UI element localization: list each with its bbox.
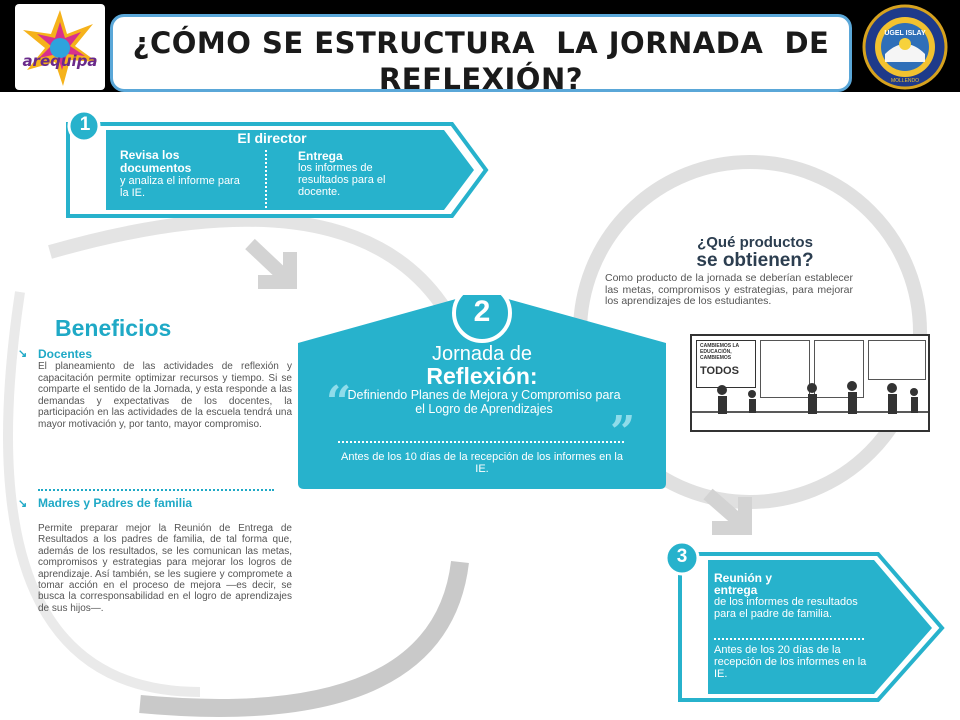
arrow-bullet-icon: ↘ — [18, 498, 28, 510]
step2-title-2: Reflexión: — [426, 363, 538, 389]
step1-number: 1 — [79, 114, 91, 135]
step2-divider — [338, 441, 624, 443]
arrow-bullet-icon: ↘ — [18, 348, 28, 360]
docentes-title: Docentes — [38, 347, 93, 361]
step3-text-1: Reunión y entrega — [714, 571, 773, 597]
step3-text-2: de los informes de resultados para el padre de familia. — [714, 596, 858, 620]
padres-title: Madres y Padres de familia — [38, 496, 193, 510]
step1-heading: El director — [237, 130, 307, 146]
productos-title-2: se obtienen? — [696, 250, 814, 271]
arequipa-logo-text: arequipa — [22, 52, 98, 70]
arequipa-logo — [15, 4, 105, 90]
page-title-line2: REFLEXIÓN? — [378, 62, 584, 96]
title-box — [110, 14, 852, 96]
close-quote-icon: ” — [610, 407, 636, 458]
ugel-logo-sublabel: MOLLENDO — [890, 78, 920, 84]
poster-image — [690, 334, 930, 432]
step2-title-1: Jornada de — [431, 343, 533, 365]
arrow-down-right-icon — [250, 244, 290, 282]
open-quote-icon: “ — [326, 377, 352, 428]
page-title — [113, 25, 849, 97]
padres-text: Permite preparar mejor la Reunión de Entrega de Resultados a los padres de familia, de tal forma que, además de los resultados, se les comunican las metas, compromisos y estrategias para mejorar los logros de aprendizaje. Así también, se les sugiere y compromete a tomar acción en el proceso de mejora —es decir, se busca la corresponsabilidad en el logro de aprendizajes de sus hijos—. — [38, 523, 292, 614]
step1-right-text: los informes de resultados para el docente. — [298, 162, 386, 198]
ugel-logo-label: UGEL ISLAY — [884, 30, 926, 37]
beneficios-title: Beneficios — [55, 315, 172, 341]
step3-note: Antes de los 20 días de la recepción de los informes en la IE. — [714, 644, 867, 680]
beneficios-divider — [38, 489, 274, 491]
step3-number: 3 — [676, 546, 688, 567]
docentes-text: El planeamiento de las actividades de reflexión y capacitación permite optimizar recursos y tiempo. Si se comparte el sentido de la Jornada, y esta responde a las demandas y expectativas de los docentes, la participación en las actividades de la escuela tendrá una mayor motivación y, por tanto, mayor compromiso. — [38, 361, 292, 430]
step2-number: 2 — [473, 295, 491, 328]
step2-note: Antes de los 10 días de la recepción de los informes en la IE. — [341, 451, 623, 475]
step1-left-title: Revisa los documentos — [120, 148, 192, 175]
step2-subtitle: Definiendo Planes de Mejora y Compromiso para el Logro de Aprendizajes — [347, 388, 621, 416]
poster-caption-big: TODOS — [700, 365, 739, 377]
page-title-line1: ¿CÓMO SE ESTRUCTURA LA JORNADA DE — [132, 26, 830, 60]
step1-divider — [265, 150, 267, 208]
poster-caption: CAMBIEMOS LA EDUCACIÓN, CAMBIEMOS — [700, 343, 739, 361]
ugel-logo — [862, 4, 948, 90]
step1-right-title: Entrega — [298, 149, 343, 163]
productos-text: Como producto de la jornada se deberían establecer las metas, compromisos y estrategias, para mejorar los aprendizajes de los estudiantes. — [605, 272, 853, 307]
productos-title-1: ¿Qué productos — [697, 234, 813, 251]
step3-divider — [714, 638, 864, 640]
step1-left-text: y analiza el informe para la IE. — [120, 175, 240, 199]
people-illustration-icon — [692, 376, 928, 430]
arequipa-star-icon — [15, 4, 105, 90]
